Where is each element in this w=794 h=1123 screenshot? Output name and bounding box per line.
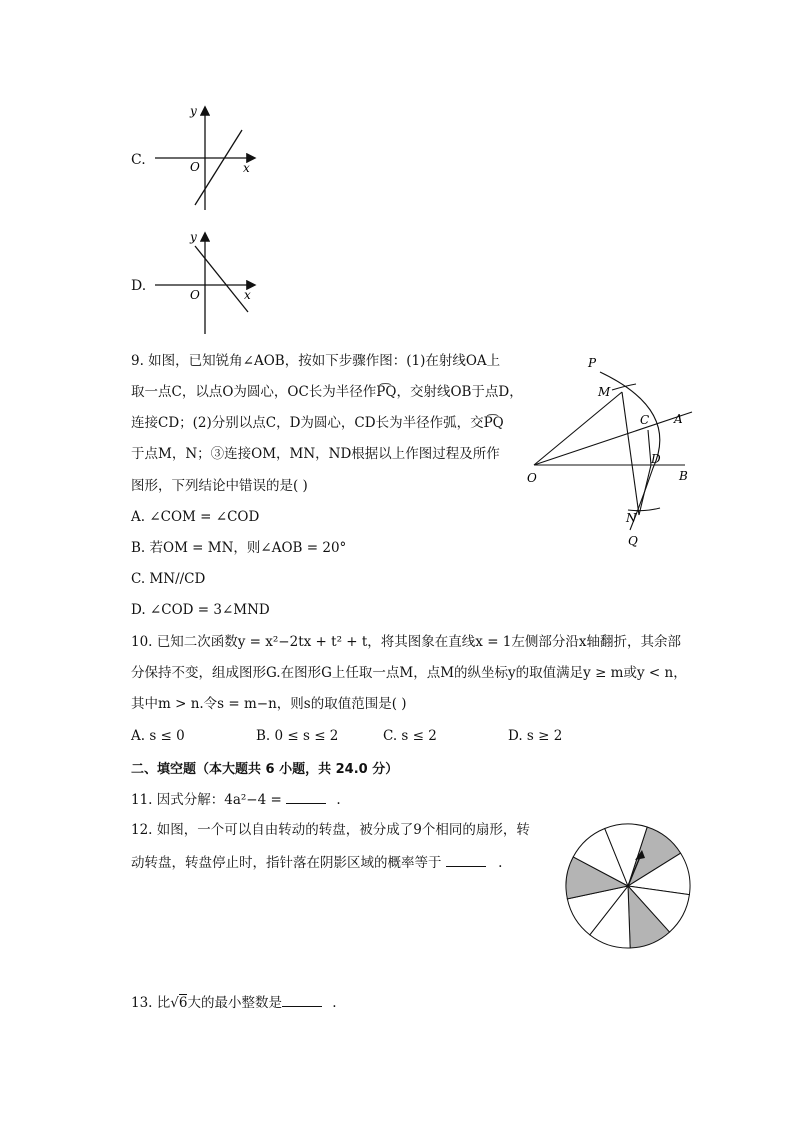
q13-end: . [332, 995, 337, 1011]
label-d: D [651, 452, 661, 466]
origin-label: O [190, 288, 200, 302]
origin-label: O [190, 160, 200, 174]
q12-end: . [498, 855, 503, 871]
q13-answer-blank [282, 992, 322, 1007]
section-heading: 二、填空题（本大题共 6 小题，共 24.0 分） [131, 762, 399, 777]
spinner-figure [562, 822, 694, 954]
q10-option-c: C. s ≤ 2 [383, 728, 437, 744]
option-d-graph [150, 228, 265, 336]
y-axis-label: y [190, 104, 197, 118]
label-o: O [527, 471, 537, 485]
segment-mn [622, 392, 639, 515]
sqrt-radicand: 6 [178, 995, 188, 1011]
q12-line-2 [131, 852, 502, 873]
q12-answer-blank [446, 852, 486, 867]
function-line [195, 130, 242, 205]
q11 [131, 789, 341, 810]
label-c: C [640, 413, 650, 427]
option-d-label: D. [131, 278, 147, 294]
y-axis-label: y [190, 230, 197, 244]
q11-answer-blank [286, 789, 326, 804]
function-line [195, 246, 248, 312]
q9-option-c: C. MN//CD [131, 571, 206, 587]
q9-figure [520, 350, 700, 550]
q9-option-d: D. ∠COD = 3∠MND [131, 602, 270, 618]
q12-text: 动转盘，转盘停止时，指针落在阴影区域的概率等于 [131, 855, 442, 871]
q11-text: 11. 因式分解：4a²−4 = [131, 792, 282, 808]
option-c-graph [150, 100, 265, 215]
q9-line-5: 图形，下列结论中错误的是( ) [131, 478, 308, 494]
label-p: P [588, 356, 597, 370]
x-axis-label: x [244, 288, 251, 302]
spinner-disc [566, 824, 690, 948]
q10-option-d: D. s ≥ 2 [508, 728, 563, 744]
q12-line-1: 12. 如图，一个可以自由转动的转盘，被分成了9个相同的扇形，转 [131, 822, 530, 838]
q9-line-4: 于点M，N；③连接OM，MN，ND根据以上作图过程及所作 [131, 446, 500, 462]
q9-line-2: 取一点C，以点O为圆心，OC长为半径作P͡Q，交射线OB于点D， [131, 384, 523, 400]
sqrt-symbol: √ [170, 995, 179, 1011]
q11-end: . [336, 792, 341, 808]
label-b: B [679, 469, 688, 483]
q10-line-1: 10. 已知二次函数y = x²−2tx + t² + t，将其图象在直线x = 1左侧部分沿x轴翻折，其余部 [131, 634, 682, 650]
x-axis-label: x [243, 161, 250, 175]
q9-option-a: A. ∠COM = ∠COD [131, 509, 260, 525]
label-n: N [626, 511, 637, 525]
label-a: A [674, 412, 683, 426]
q10-line-3: 其中m > n.令s = m−n，则s的取值范围是( ) [131, 696, 407, 712]
label-m: M [598, 385, 611, 399]
q13-post: 大的最小整数是 [187, 995, 282, 1011]
segment-om [534, 392, 622, 465]
q9-option-b: B. 若OM = MN，则∠AOB = 20° [131, 540, 347, 556]
q13-pre: 13. 比 [131, 995, 171, 1011]
q10-option-a: A. s ≤ 0 [131, 728, 185, 744]
ray-oa [534, 412, 692, 465]
q9-line-3: 连接CD；(2)分别以点C，D为圆心，CD长为半径作弧，交P͡Q [131, 415, 504, 431]
q10-option-b: B. 0 ≤ s ≤ 2 [256, 728, 339, 744]
option-c-label: C. [131, 152, 146, 168]
q10-line-2: 分保持不变，组成图形G.在图形G上任取一点M，点M的纵坐标y的取值满足y ≥ m或y < n， [131, 665, 687, 681]
label-q: Q [628, 534, 638, 548]
q9-line-1: 9. 如图，已知锐角∠AOB，按如下步骤作图：(1)在射线OA上 [131, 353, 501, 369]
q13 [131, 992, 337, 1013]
